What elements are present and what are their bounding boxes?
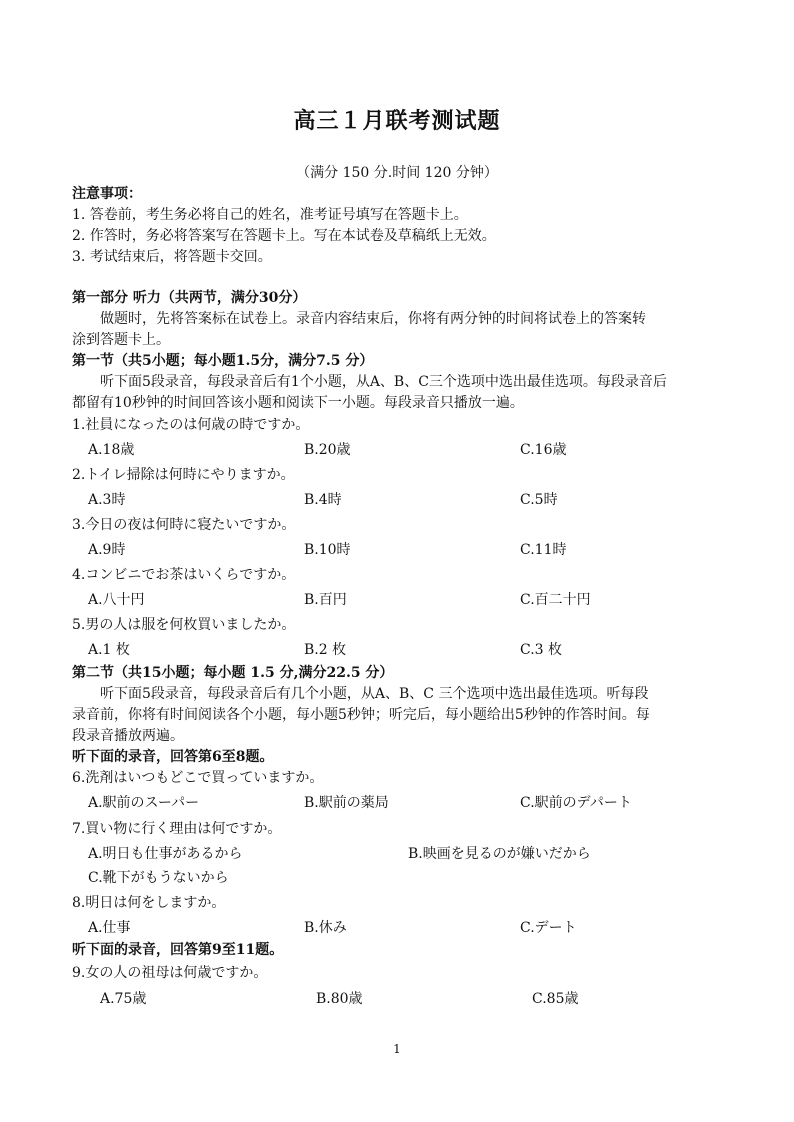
- option-a: A.駅前のスーパー: [88, 795, 200, 811]
- part-intro: 涂到答题卡上。: [72, 332, 170, 348]
- option-c: C.百二十円: [520, 592, 591, 608]
- part-intro: 做题时，先将答案标在试卷上。录音内容结束后，你将有两分钟的时间将试卷上的答案转: [100, 311, 646, 327]
- section-intro: 听下面5段录音，每段录音后有1个小题，从A、B、C三个选项中选出最佳选项。每段录音后: [100, 374, 667, 390]
- group-heading: 听下面的录音，回答第6至8题。: [72, 749, 274, 765]
- question-text: 4.コンビニでお茶はいくらですか。: [72, 567, 296, 583]
- option-a: A.3時: [88, 492, 126, 508]
- option-b: B.映画を見るのが嫌いだから: [408, 846, 591, 862]
- option-b: B.百円: [304, 592, 347, 608]
- option-c: C.靴下がもうないから: [88, 870, 229, 886]
- option-b: B.休み: [304, 920, 347, 936]
- option-c: C.3 枚: [520, 642, 563, 658]
- question-text: 6.洗剤はいつもどこで買っていますか。: [72, 770, 324, 786]
- group-heading: 听下面的录音，回答第9至11题。: [72, 942, 284, 958]
- section-intro: 都留有10秒钟的时间回答该小题和阅读下一小题。每段录音只播放一遍。: [72, 395, 524, 411]
- option-a: A.1 枚: [88, 642, 130, 658]
- option-a: A.仕事: [88, 920, 131, 936]
- option-c: C.デート: [520, 920, 577, 936]
- page-title: 高三１月联考测试题: [293, 108, 501, 134]
- section-intro: 听下面5段录音，每段录音后有几个小题，从A、B、C 三个选项中选出最佳选项。听每段: [100, 686, 649, 702]
- notice-item: 2. 作答时，务必将答案写在答题卡上。写在本试卷及草稿纸上无效。: [72, 228, 496, 244]
- option-a: A.明日も仕事があるから: [88, 846, 243, 862]
- option-b: B.10時: [304, 542, 351, 558]
- option-c: C.5時: [520, 492, 558, 508]
- section-heading: 第二节（共15小题；每小题 1.5 分,满分22.5 分）: [72, 665, 394, 681]
- option-c: C.16歳: [520, 442, 567, 458]
- notice-heading: 注意事项：: [72, 186, 142, 202]
- option-a: A.9時: [88, 542, 126, 558]
- option-a: A.八十円: [88, 592, 145, 608]
- option-b: B.4時: [304, 492, 342, 508]
- option-c: C.85歳: [532, 991, 579, 1007]
- option-c: C.駅前のデパート: [520, 795, 632, 811]
- section-intro: 录音前，你将有时间阅读各个小题，每小题5秒钟；听完后，每小题给出5秒钟的作答时间。每: [72, 707, 650, 723]
- option-c: C.11時: [520, 542, 567, 558]
- section-intro: 段录音播放两遍。: [72, 728, 184, 744]
- question-text: 2.トイレ掃除は何時にやりますか。: [72, 467, 295, 483]
- question-text: 3.今日の夜は何時に寝たいですか。: [72, 517, 296, 533]
- part-heading: 第一部分 听力（共两节，满分30分）: [72, 290, 307, 306]
- question-text: 9.女の人の祖母は何歳ですか。: [72, 965, 268, 981]
- section-heading: 第一节（共5小题；每小题1.5分，满分7.5 分）: [72, 353, 374, 369]
- page-number: 1: [393, 1042, 401, 1056]
- question-text: 5.男の人は服を何枚買いましたか。: [72, 617, 296, 633]
- option-b: B.駅前の薬局: [304, 795, 389, 811]
- option-a: A.18歳: [88, 442, 135, 458]
- option-a: A.75歳: [100, 991, 147, 1007]
- exam-info: （满分 150 分.时间 120 分钟）: [296, 165, 498, 181]
- question-text: 8.明日は何をしますか。: [72, 895, 226, 911]
- option-b: B.2 枚: [304, 642, 347, 658]
- question-text: 7.買い物に行く理由は何ですか。: [72, 821, 282, 837]
- option-b: B.20歳: [304, 442, 351, 458]
- notice-item: 3. 考试结束后，将答题卡交回。: [72, 249, 272, 265]
- option-b: B.80歳: [316, 991, 363, 1007]
- question-text: 1.社員になったのは何歳の時ですか。: [72, 417, 310, 433]
- notice-item: 1. 答卷前，考生务必将自己的姓名，准考证号填写在答题卡上。: [72, 207, 468, 223]
